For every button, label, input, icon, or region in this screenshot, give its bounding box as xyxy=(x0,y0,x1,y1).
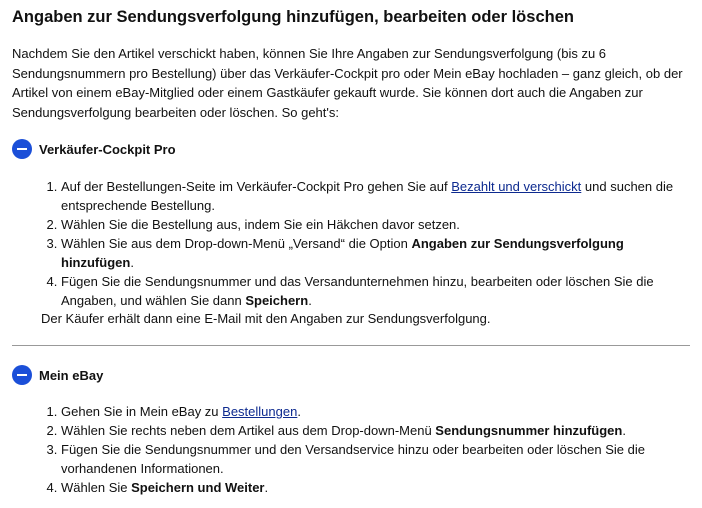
step-text: Wählen Sie die Bestellung aus, indem Sie ein Häkchen davor setzen. xyxy=(61,217,460,232)
list-item xyxy=(61,215,691,234)
step-text: . xyxy=(622,423,626,438)
page-title: Angaben zur Sendungsverfolgung hinzufügen, bearbeiten oder löschen xyxy=(12,8,574,26)
step-bold: Speichern xyxy=(245,293,309,308)
step-text: und suchen die entsprechende Bestellung. xyxy=(61,179,674,213)
step-bold: Angaben zur Sendungsverfolgung hinzufügen xyxy=(61,236,624,270)
step-text: . xyxy=(264,480,269,495)
steps-list-mein-ebay xyxy=(22,402,691,497)
list-item xyxy=(61,478,691,497)
step-text: Wählen Sie aus dem Drop-down-Menü „Versand“ die Option xyxy=(61,236,412,251)
step-bold: Sendungsnummer hinzufügen xyxy=(435,423,623,438)
step-text: Wählen Sie xyxy=(61,480,132,495)
list-item xyxy=(61,440,691,478)
buyer-note: Der Käufer erhält dann eine E-Mail mit den Angaben zur Sendungsverfolgung. xyxy=(41,311,491,326)
list-item xyxy=(61,177,691,215)
step-text: . xyxy=(297,404,301,419)
section-heading: Mein eBay xyxy=(39,367,104,383)
step-bold: Speichern und Weiter xyxy=(131,480,265,495)
section-toggle-mein-ebay[interactable] xyxy=(12,365,103,385)
step-text: Fügen Sie die Sendungsnummer und den Versandservice hinzu oder bearbeiten oder löschen Sie die vorhandenen Informationen. xyxy=(61,442,645,476)
collapse-minus-icon[interactable] xyxy=(12,139,32,159)
list-item xyxy=(61,272,691,310)
step-text: Fügen Sie die Sendungsnummer und das Versandunternehmen hinzu, bearbeiten oder löschen Sie die Angaben, und wählen Sie dann xyxy=(61,274,654,308)
step-text: Gehen Sie in Mein eBay zu xyxy=(61,404,223,419)
step-text: . xyxy=(130,255,134,270)
steps-list-cockpit xyxy=(22,177,691,310)
list-item xyxy=(61,234,691,272)
section-toggle-verkaeufer-cockpit[interactable] xyxy=(12,139,176,159)
bestellungen-link[interactable]: Bestellungen xyxy=(222,404,298,419)
step-text: Wählen Sie rechts neben dem Artikel aus dem Drop-down-Menü xyxy=(61,423,436,438)
step-text: Auf der Bestellungen-Seite im Verkäufer-Cockpit Pro gehen Sie auf xyxy=(61,179,452,194)
list-item xyxy=(61,421,691,440)
step-text: . xyxy=(308,293,312,308)
divider xyxy=(12,345,690,346)
intro-paragraph: Nachdem Sie den Artikel verschickt haben, können Sie Ihre Angaben zur Sendungsverfolgung (bis zu 6 Sendungsnummern pro Bestellung) über das Verkäufer-Cockpit pro oder Mein eBay hochladen – ganz gleich, ob der Artikel von einem eBay-Mitglied oder einem Gastkäufer gekauft wurde. Sie können dort auch die Angaben zur Sendungsverfolgung bearbeiten oder löschen. So geht's: xyxy=(12,46,683,120)
section-heading: Verkäufer-Cockpit Pro xyxy=(39,141,176,157)
list-item xyxy=(61,402,691,421)
bezahlt-und-verschickt-link[interactable]: Bezahlt und verschickt xyxy=(451,179,582,194)
collapse-minus-icon[interactable] xyxy=(12,365,32,385)
